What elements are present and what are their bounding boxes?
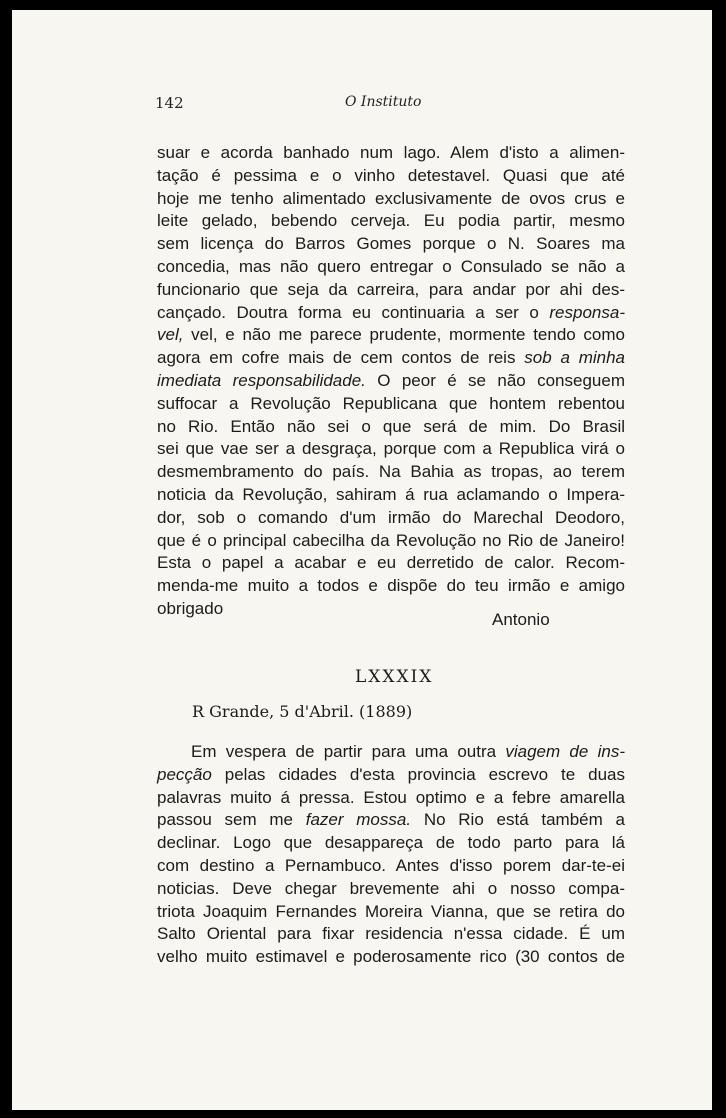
text-line: suar e acorda banhado num lago. Alem d'isto a alimen- (157, 143, 625, 162)
dateline: R Grande, 5 d'Abril. (1889) (192, 702, 413, 721)
book-page (12, 10, 712, 1110)
text-line: menda-me muito a todos e dispõe do teu irmão e amigo (157, 576, 625, 596)
text-line (157, 809, 625, 832)
signature: Antonio (492, 610, 550, 629)
text-line: obrigado (157, 598, 224, 618)
text-line (157, 764, 625, 787)
text-segment: O peor é se não conseguem (377, 370, 625, 390)
italic-text: vel, (157, 325, 184, 345)
text-line: velho muito estimavel e poderosamente rico (30 contos de (157, 947, 625, 967)
text-line (157, 302, 625, 325)
text-line: Salto Oriental para fixar residencia n'essa cidade. É um (157, 924, 625, 944)
text-line: que é o principal cabecilha da Revolução no Rio de Janeiro! (157, 530, 625, 550)
section-heading: LXXXIX (355, 667, 434, 687)
italic-text: sob a minha (524, 348, 625, 368)
text-segment: passou sem me (157, 810, 294, 830)
text-line: leite gelado, bebendo cerveja. Eu podia partir, mesmo (157, 211, 625, 231)
text-segment: pelas cidades d'esta provincia escrevo te duas (224, 764, 625, 784)
text-line: hoje me tenho alimentado exclusivamente de ovos crus e (157, 188, 625, 208)
text-line: declinar. Logo que desappareça de todo parto para lá (157, 833, 625, 853)
text-line: no Rio. Então não sei o que será de mim. Do Brasil (157, 416, 625, 436)
text-line (157, 741, 625, 764)
text-line: Esta o papel a acabar e eu derretido de calor. Recom- (157, 553, 625, 573)
italic-text: pecção (157, 764, 212, 784)
text-line: dor, sob o comando d'um irmão do Marechal Deodoro, (157, 507, 625, 527)
page-number: 142 (155, 94, 184, 112)
letter-1-text (157, 142, 625, 621)
text-line (157, 347, 625, 370)
text-line: concedia, mas não quero entregar o Consulado se não a (157, 256, 625, 276)
text-segment: agora em cofre mais de cem contos de reis (157, 348, 516, 368)
text-line: palavras muito á pressa. Estou optimo e a febre amarella (157, 787, 625, 807)
text-line (157, 370, 625, 393)
text-segment: vel, e não me parece prudente, mormente tendo como (191, 325, 625, 345)
italic-text: fazer mossa. (305, 810, 412, 830)
text-line: com destino a Pernambuco. Antes d'isso porem dar-te-ei (157, 855, 625, 875)
text-line: desmembramento do país. Na Bahia as tropas, ao terem (157, 462, 625, 482)
text-line: suffocar a Revolução Republicana que hontem rebentou (157, 393, 625, 413)
italic-text: viagem de ins- (505, 742, 625, 761)
running-title: O Instituto (345, 94, 422, 110)
italic-text: imediata responsabilidade. (157, 370, 366, 390)
text-line: triota Joaquim Fernandes Moreira Vianna, que se retira do (157, 901, 625, 921)
text-segment: Em vespera de partir para uma outra (191, 742, 497, 761)
text-line: sem licença do Barros Gomes porque o N. Soares ma (157, 234, 625, 254)
text-line: tação é pessima e o vinho detestavel. Quasi que até (157, 165, 625, 185)
text-line (157, 324, 625, 347)
text-line: sei que vae ser a desgraça, porque com a Republica virá o (157, 439, 625, 459)
text-segment: No Rio está também a (423, 810, 625, 830)
text-line: funcionario que seja da carreira, para andar por ahi des- (157, 279, 625, 299)
letter-2-text (157, 741, 625, 969)
text-line: noticia da Revolução, sahiram á rua aclamando o Impera- (157, 484, 625, 504)
italic-text: responsa- (549, 302, 625, 322)
text-line: noticias. Deve chegar brevemente ahi o nosso compa- (157, 878, 625, 898)
text-segment: cançado. Doutra forma eu continuaria a ser o (157, 302, 539, 322)
